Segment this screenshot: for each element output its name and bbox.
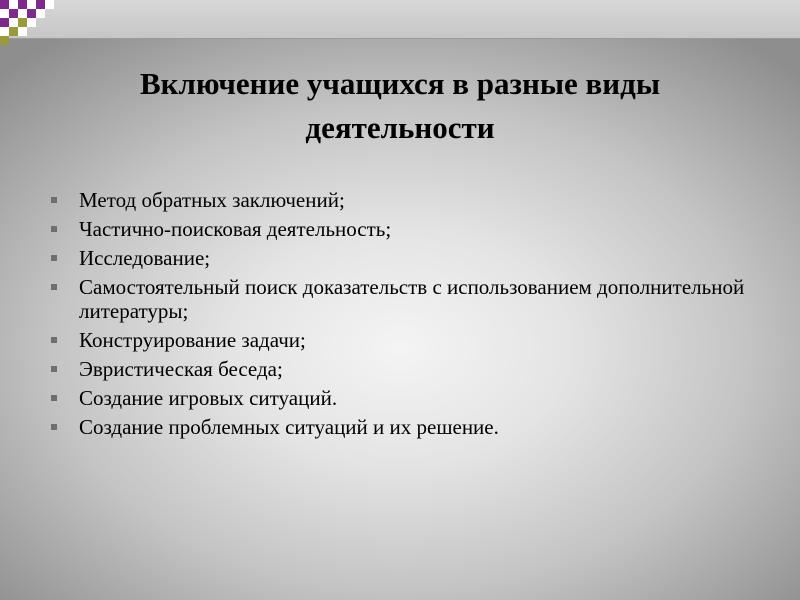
top-band [0,0,800,39]
list-item [50,415,770,439]
list-item [50,246,770,270]
square-bullet-icon [51,284,57,290]
list-item-text: Конструирование задачи; [79,328,306,352]
list-item-text: Самостоятельный поиск доказательств с использованием дополнительной литературы; [79,275,745,323]
slide-title-line: Включение учащихся в разные виды [139,66,661,101]
bullet-list [50,188,770,444]
list-item [50,328,770,352]
slide-title-line: деятельности [305,110,495,145]
list-item-text: Метод обратных заключений; [79,188,345,212]
slide-title [40,62,760,150]
list-item-text: Частично-поисковая деятельность; [79,217,392,241]
square-bullet-icon [51,366,57,372]
square-bullet-icon [51,255,57,261]
square-bullet-icon [51,226,57,232]
list-item-text: Эвристическая беседа; [79,357,283,381]
list-item [50,386,770,410]
square-bullet-icon [51,197,57,203]
list-item-text: Создание проблемных ситуаций и их решение. [79,415,499,439]
list-item [50,357,770,381]
square-bullet-icon [51,337,57,343]
list-item [50,275,770,323]
list-item [50,188,770,212]
list-item-text: Создание игровых ситуаций. [79,386,338,410]
list-item [50,217,770,241]
list-item-text: Исследование; [79,246,211,270]
square-bullet-icon [51,395,57,401]
square-bullet-icon [51,424,57,430]
checker-squares-decoration-icon [0,0,62,48]
